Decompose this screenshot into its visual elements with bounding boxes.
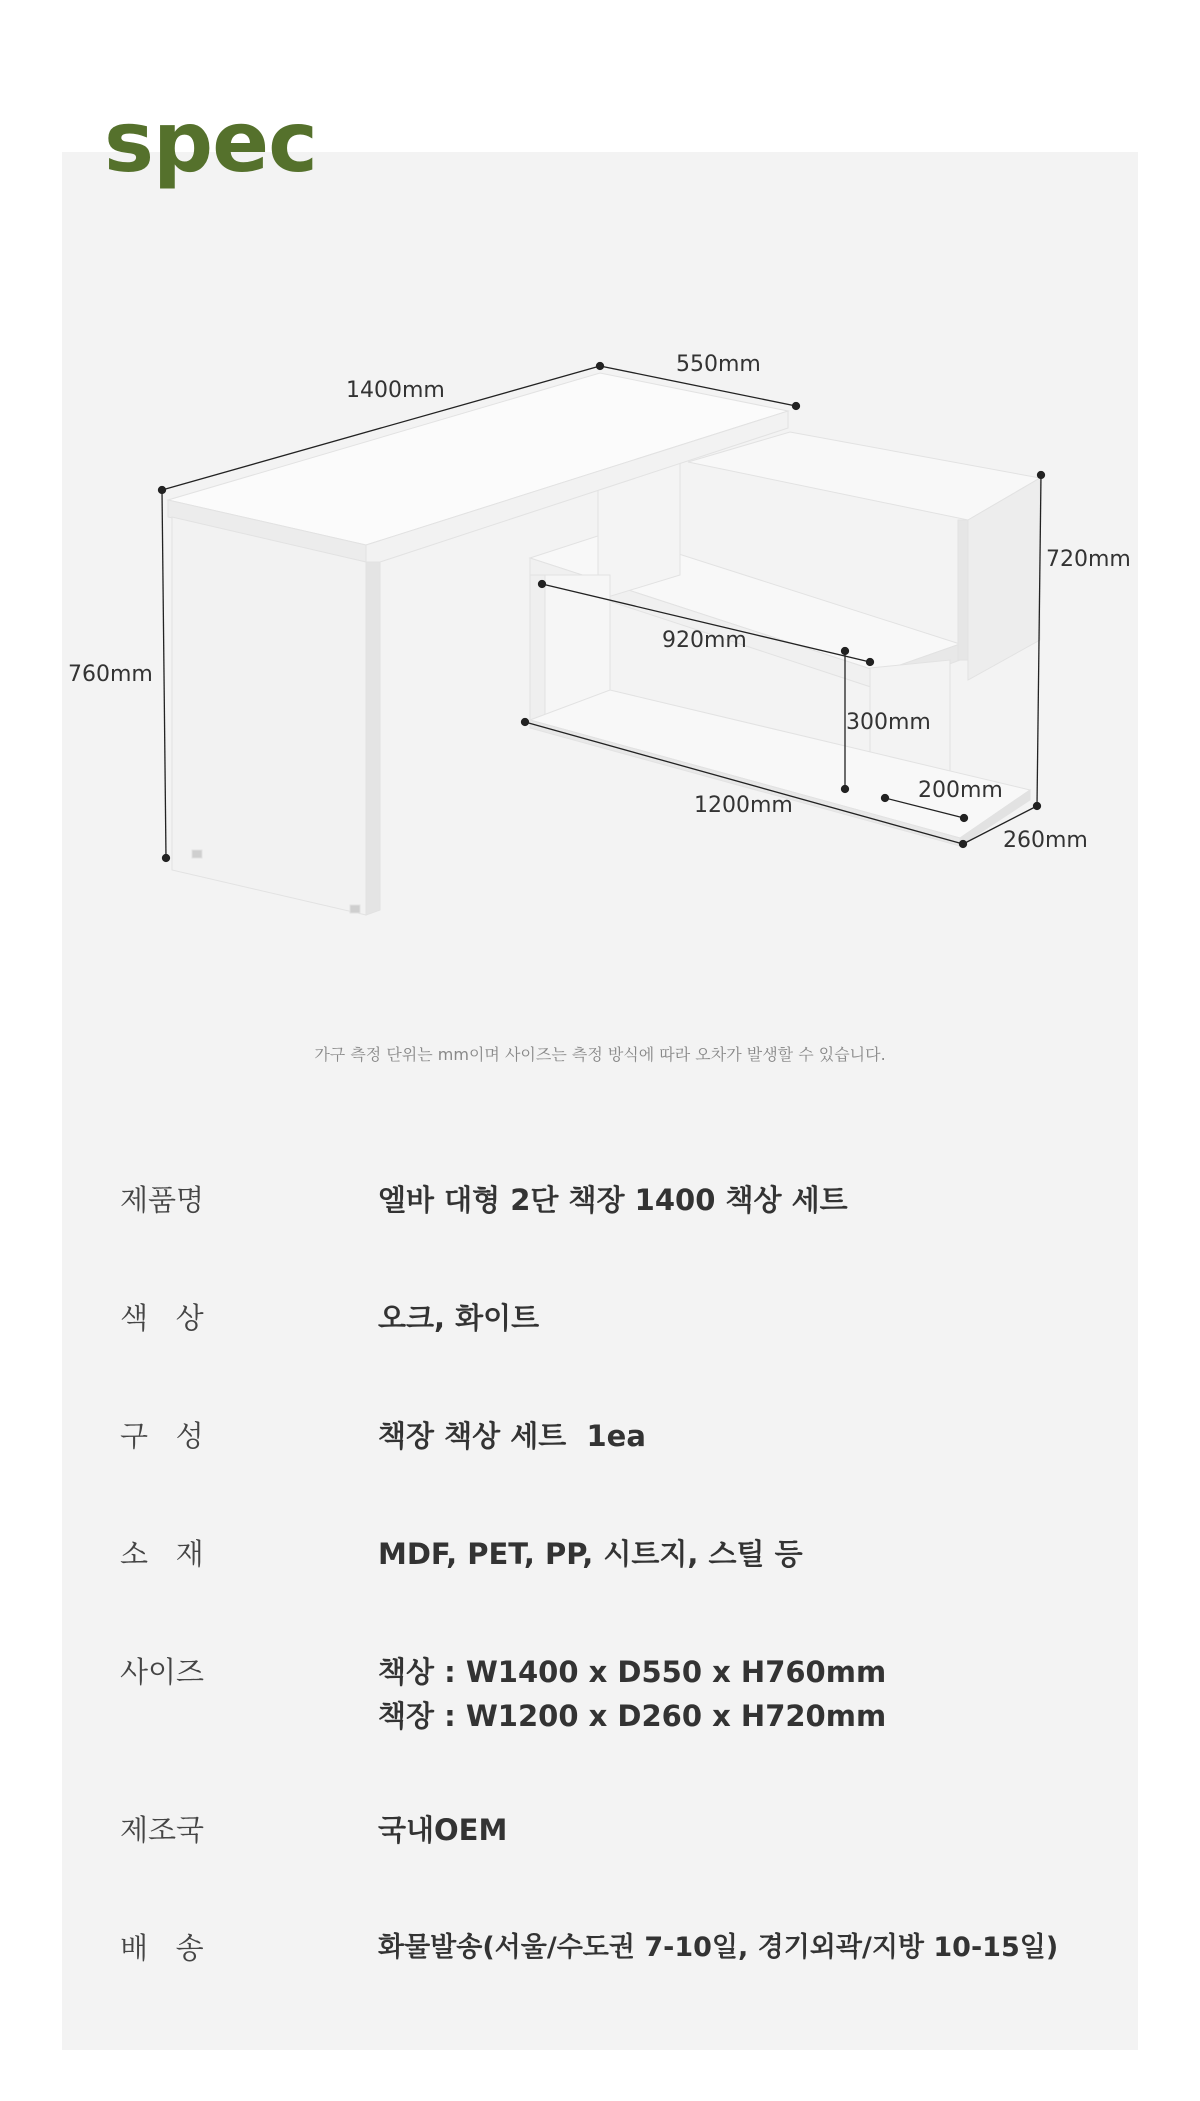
spec-label: 제조국 xyxy=(120,1813,205,1847)
spec-value-line: 엘바 대형 2단 책장 1400 책상 세트 xyxy=(378,1183,848,1217)
spec-value-line: 화물발송(서울/수도권 7-10일, 경기외곽/지방 10-15일) xyxy=(378,1932,1059,1963)
spec-label: 색 상 xyxy=(120,1301,204,1335)
spec-value xyxy=(378,1414,1138,1458)
spec-title: spec xyxy=(104,93,317,191)
shelf-inner-depth-label: 200mm xyxy=(918,778,1003,803)
spec-label: 구 성 xyxy=(120,1419,204,1453)
spec-label: 소 재 xyxy=(120,1537,204,1571)
spec-value xyxy=(378,1650,1138,1738)
spec-value-line: 오크, 화이트 xyxy=(378,1301,540,1335)
desk-depth-label: 550mm xyxy=(676,352,761,377)
spec-label: 제품명 xyxy=(120,1183,205,1217)
desk-width-label: 1400mm xyxy=(346,378,445,403)
spec-value xyxy=(378,1532,1138,1576)
spec-label: 배 송 xyxy=(120,1931,204,1965)
spec-value-line: 책장 책상 세트 1ea xyxy=(378,1419,646,1453)
shelf-depth-label: 260mm xyxy=(1003,828,1088,853)
spec-value-line: 책장 : W1200 x D260 x H720mm xyxy=(378,1699,887,1733)
spec-label: 사이즈 xyxy=(120,1655,205,1689)
spec-value xyxy=(378,1296,1138,1340)
measurement-note: 가구 측정 단위는 mm이며 사이즈는 측정 방식에 따라 오차가 발생할 수 있습니다. xyxy=(314,1045,886,1064)
spec-value-line: MDF, PET, PP, 시트지, 스틸 등 xyxy=(378,1537,803,1571)
spec-value xyxy=(378,1926,1138,1970)
spec-value-line: 책상 : W1400 x D550 x H760mm xyxy=(378,1655,887,1689)
spec-value xyxy=(378,1808,1138,1852)
spec-value-line: 국내OEM xyxy=(378,1813,508,1847)
shelf-width-label: 1200mm xyxy=(694,793,793,818)
shelf-inner-width-label: 920mm xyxy=(662,628,747,653)
shelf-height-label: 720mm xyxy=(1046,547,1131,572)
spec-value xyxy=(378,1178,1138,1222)
shelf-compartment-height-label: 300mm xyxy=(846,710,931,735)
desk-height-label: 760mm xyxy=(68,662,153,687)
